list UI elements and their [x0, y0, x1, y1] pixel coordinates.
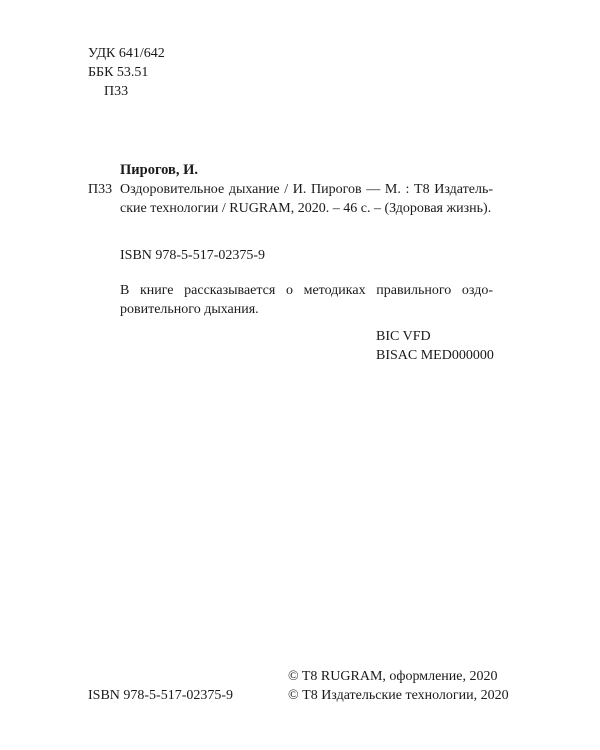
footer-isbn: ISBN 978-5-517-02375-9 — [88, 688, 234, 703]
author-heading: Пирогов, И. — [120, 162, 199, 178]
bic-code: BIC VFD — [376, 329, 431, 344]
annotation-line: ровительного дыхания. — [120, 302, 259, 317]
description-line: ские технологии / RUGRAM, 2020. – 46 с. – (Здоровая жизнь). — [120, 201, 492, 216]
copyright-line: © Т8 Издательские технологии, 2020 — [288, 688, 509, 703]
bbk-code: ББК 53.51 — [88, 65, 149, 80]
annotation — [120, 281, 493, 319]
bisac-code: BISAC MED000000 — [376, 348, 494, 363]
copyright-line: © T8 RUGRAM, оформление, 2020 — [288, 669, 498, 684]
author-mark-code: П33 — [104, 84, 129, 99]
isbn: ISBN 978-5-517-02375-9 — [120, 248, 266, 263]
bibliographic-description — [120, 180, 493, 218]
udk-code: УДК 641/642 — [88, 46, 165, 61]
annotation-line: В книге рассказывается о методиках правильного оздо- — [120, 283, 493, 298]
author-mark-side: П33 — [88, 182, 113, 197]
description-line: Оздоровительное дыхание / И. Пирогов — М. : Т8 Издатель- — [120, 182, 493, 197]
